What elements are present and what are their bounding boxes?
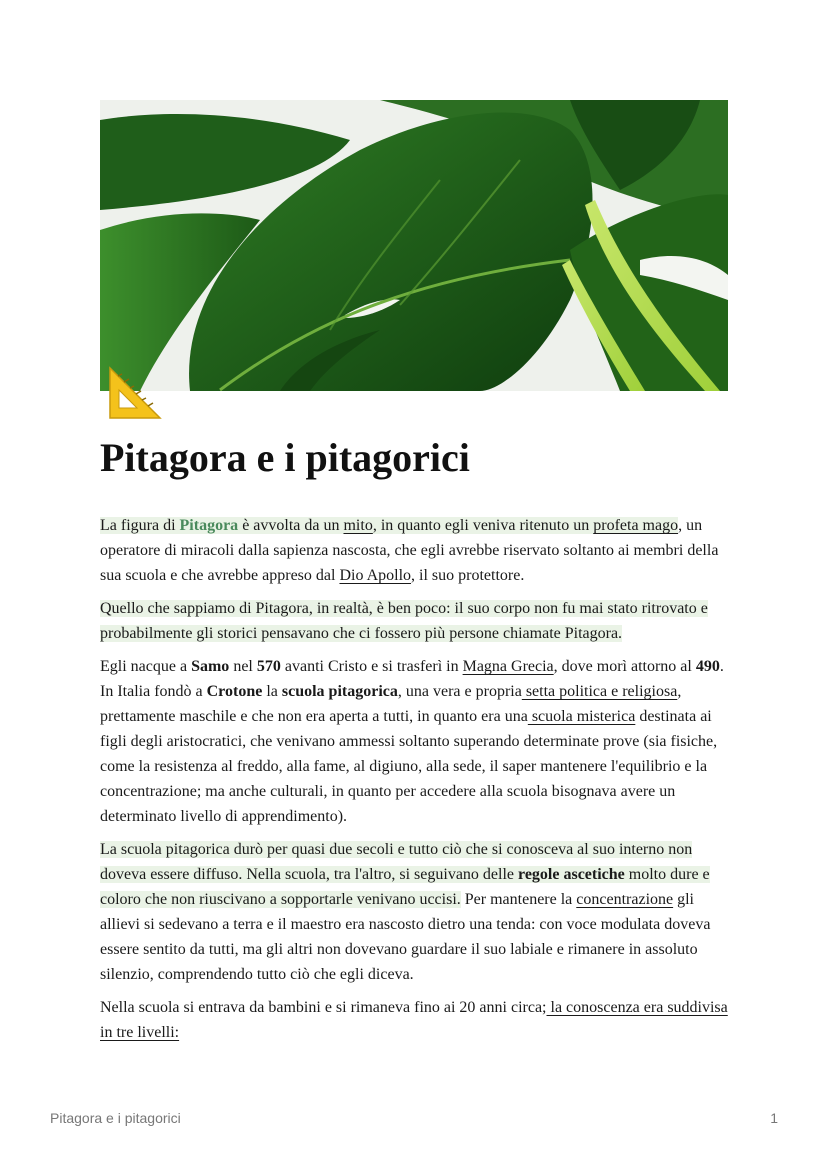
monstera-leaf-photo (100, 100, 728, 391)
underlined-term: scuola misterica (527, 708, 636, 725)
underlined-term: profeta mago (593, 517, 679, 534)
highlighted-text: Quello che sappiamo di Pitagora, in realtà, è ben poco: il suo corpo non fu mai stato ritrovato e probabilmente gli storici pensavano che ci fossero più persone chiamate Pitagora. (100, 600, 708, 642)
underlined-term: Dio Apollo (339, 567, 412, 584)
paragraph-5 (100, 995, 730, 1045)
page-title: Pitagora e i pitagorici (100, 435, 470, 480)
bold-term: Crotone (206, 683, 263, 700)
bold-term: 570 (256, 658, 281, 675)
text: nel (229, 658, 257, 675)
bold-term: Samo (191, 658, 230, 675)
paragraph-1 (100, 513, 730, 588)
text: la (262, 683, 282, 700)
text: , dove morì attorno al (553, 658, 696, 675)
cover-image (100, 100, 728, 391)
underlined-term: la conoscenza era suddivisa in tre livelli: (100, 999, 728, 1041)
bold-term: regole ascetiche (518, 866, 625, 883)
text: , prettamente maschile e che non era aperta a tutti, in quanto era una (100, 683, 682, 725)
text: Egli nacque a (100, 658, 192, 675)
text: La figura di (100, 517, 180, 534)
underlined-term: concentrazione (576, 891, 674, 908)
text: Per mantenere la (460, 891, 577, 908)
text: , il suo protettore. (411, 567, 525, 584)
footer-title: Pitagora e i pitagorici (50, 1110, 181, 1126)
page-number: 1 (770, 1110, 778, 1126)
underlined-term: setta politica e religiosa (521, 683, 678, 700)
underlined-term: Magna Grecia (462, 658, 554, 675)
bold-term: 490 (695, 658, 720, 675)
underlined-term: mito (343, 517, 373, 534)
triangular-ruler-icon (104, 364, 164, 422)
text: , in quanto egli veniva ritenuto un (372, 517, 594, 534)
text: , un operatore di miracoli dalla sapienza nascosta, che egli avrebbe riservato soltanto ai membri della sua scuola e che avrebbe appreso dal (100, 517, 719, 584)
paragraph-4 (100, 837, 730, 987)
text: . In Italia fondò a (100, 658, 724, 700)
paragraph-1-highlight (100, 517, 678, 534)
pitagora-name: Pitagora (179, 517, 239, 534)
text: molto dure e coloro che non riuscivano a sopportarle venivano uccisi. (100, 866, 710, 908)
bold-term: scuola pitagorica (281, 683, 398, 700)
text: destinata ai figli degli aristocratici, che venivano ammessi soltanto superando determinate prove (sia fisiche, come la resistenza al freddo, alla fame, al digiuno, alla sede, il saper mantenere l'equilibrio e la concentrazione; ma anche culturali, in quanto per accedere alla scuola bisognava avere un determinato livello di apprendimento). (100, 708, 718, 825)
paragraph-2 (100, 596, 730, 646)
text: , una vera e propria (397, 683, 522, 700)
document-body (100, 513, 730, 1053)
text: gli allievi si sedevano a terra e il maestro era nascosto dietro una tenda: con voce modulata doveva essere sentito da tutti, ma gli altri non dovevano guardare il suo labiale e rimanere in assoluto silenzio, comprendendo tutto ciò che egli diceva. (100, 891, 711, 983)
paragraph-3 (100, 654, 730, 829)
text: è avvolta da un (238, 517, 344, 534)
text: Nella scuola si entrava da bambini e si rimaneva fino ai 20 anni circa; (100, 999, 547, 1016)
text: avanti Cristo e si trasferì in (280, 658, 463, 675)
text: La scuola pitagorica durò per quasi due secoli e tutto ciò che si conosceva al suo interno non doveva essere diffuso. Nella scuola, tra l'altro, si seguivano delle (100, 841, 693, 883)
